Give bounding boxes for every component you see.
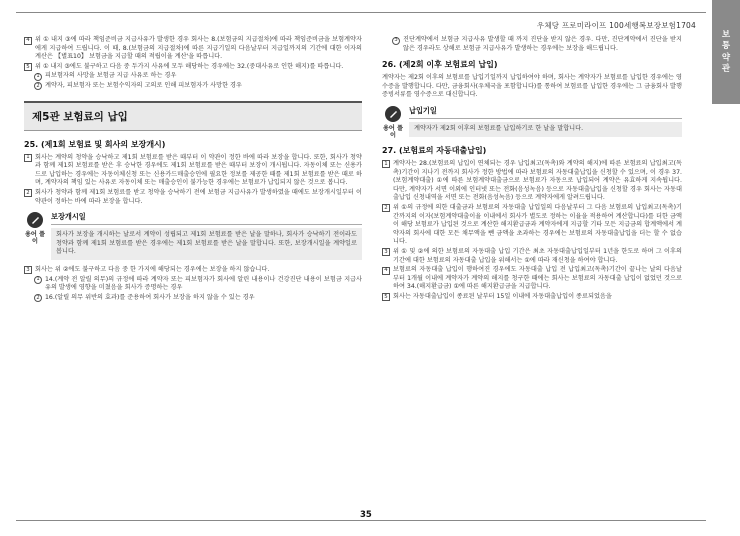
side-tab-char: 약 bbox=[721, 52, 731, 63]
paragraph-text: 계약자는 28.(보험료의 납입이 연체되는 경우 납입최고(독촉)와 계약의 해지)에 따른 보험료의 납입최고(독촉)기간이 지나기 전까지 회사가 정한 방법에 따라 보험료의 자동대출납입을 신청할 수 있으며, 이 경우 37.(보험계약대출) ①에 따른 보험계약대출금으로 보험료가 자동으로 납입되어 계약은 유효하게 지속됩니다. 다만, 계약자가 서면 이외에 인터넷 또는 전화(음성녹음) 등으로 자동대출납입을 신청할 경우 회사는 자동대출납입 신청내역을 서면 또는 전화(음성녹음) 등으로 계약자에게 알려드립니다. bbox=[393, 159, 682, 202]
paragraph-text: 진단계약에서 보험금 지급사유 발생할 때 까지 진단을 받지 않은 경우. 다만, 진단계약에서 진단을 받지 않은 경우라도 상해로 보험금 지급사유가 발생하는 경우에는 보장을 해드립니다. bbox=[403, 36, 682, 52]
glossary-note bbox=[382, 106, 682, 139]
article-25-paragraph-3-3 bbox=[382, 36, 682, 53]
paragraph-text: 보험료의 자동대출 납입이 행하여진 경우에도 자동대출 납입 전 납입최고(독촉)기간이 끝나는 날의 다음날부터 1개월 이내에 계약자가 계약의 해지를 청구한 때에는 회사는 보험료의 자동대출 납입이 없었던 것으로 하여 34.(해지환급금) ①에 따른 해지환급금을 지급합니다. bbox=[393, 266, 682, 291]
article-27-paragraph-5 bbox=[382, 293, 682, 302]
item-number: 4 bbox=[382, 267, 390, 275]
item-number: 5 bbox=[24, 63, 32, 71]
paragraph-text: 14.(계약 전 알릴 의무)의 규정에 따라 계약자 또는 피보험자가 회사에 알린 내용이나 건강진단 내용이 보험금 지급사유의 발생에 영향을 미쳤음을 회사가 증명하는 경우 bbox=[45, 275, 362, 292]
subitem-number: 3 bbox=[392, 37, 400, 45]
item-number: 4 bbox=[24, 37, 32, 45]
glossary-tag bbox=[382, 106, 404, 139]
header-title: 우체당 프로미라이프 100세행복보장보험1704 bbox=[536, 21, 696, 30]
glossary-label: 용어 풀이 bbox=[24, 231, 46, 246]
header-rule bbox=[16, 12, 706, 13]
subitem-number: 2 bbox=[34, 294, 42, 302]
left-column bbox=[24, 36, 362, 303]
item-number: 2 bbox=[24, 189, 32, 197]
glossary-tag bbox=[24, 212, 46, 260]
paragraph-4 bbox=[24, 36, 362, 62]
article-25-paragraph-3-1 bbox=[24, 276, 362, 293]
glossary-text: 계약자가 제2회 이후의 보험료를 납입하기로 한 날을 말합니다. bbox=[409, 122, 682, 137]
pen-icon bbox=[385, 106, 401, 122]
paragraph-text: 계약자, 피보험자 또는 보험수익자의 고의로 인해 피보험자가 사망한 경우 bbox=[45, 81, 243, 89]
paragraph-text: 위 ① 내지 ③에 따라 책임준비금 지급사유가 발생한 경우 회사는 8.(보험금의 지급절차)에 따라 책임준비금을 보험계약자에게 지급하여 드립니다. 이 때, 8.(보험금의 지급절차)에 따른 지급기일의 다음날부터 지급일까지의 기간에 대한 이자의 계산은 【별표10】 보험금을 지급할 때의 적립이율 계산'을 따릅니다. bbox=[35, 36, 362, 61]
glossary-title: 납입기일 bbox=[409, 106, 682, 119]
item-number: 1 bbox=[24, 154, 32, 162]
article-26-heading: 26. (제2회 이후 보험료의 납입) bbox=[382, 60, 498, 70]
article-27-paragraph-4 bbox=[382, 266, 682, 292]
paragraph-text: 16.(알릴 의무 위반의 효과)를 준용하여 회사가 보장을 하지 않을 수 있는 경우 bbox=[45, 293, 255, 301]
glossary-body bbox=[51, 212, 362, 260]
paragraph-text: 회사는 위 ②에도 불구하고 다음 중 한 가지에 해당되는 경우에는 보장을 하지 않습니다. bbox=[35, 265, 270, 273]
paragraph-text: 위 ①의 규정에 의한 대출금과 보험료의 자동대출 납입일의 다음날부터 그 다음 보험료의 납입최고(독촉)기간까지의 이자(보험계약대출이율 이내에서 회사가 별도로 정하는 이율을 적용하여 계산합니다)를 더한 금액이 해당 보험료가 납입된 것으로 계산한 해지환급금과 계약자에게 지급할 기타 모든 지급금의 합계액에서 계약자의 회사에 대한 모든 채무액을 뺀 금액을 초과하는 경우에는 보험료의 자동대출납입을 더는 할 수 없습니다. bbox=[393, 203, 682, 246]
item-number: 2 bbox=[382, 204, 390, 212]
item-number: 5 bbox=[382, 293, 390, 301]
article-25-heading: 25. (제1회 보험료 및 회사의 보장개시) bbox=[24, 139, 166, 149]
glossary-title: 보장개시일 bbox=[51, 212, 362, 225]
item-number: 3 bbox=[24, 266, 32, 274]
item-number: 1 bbox=[382, 160, 390, 168]
article-27-paragraph-1 bbox=[382, 160, 682, 203]
glossary-note bbox=[24, 212, 362, 260]
article-26-paragraph: 계약자는 제2회 이후의 보험료를 납입기일까지 납입하여야 하며, 회사는 계약자가 보험료를 납입한 경우에는 영수증을 발행합니다. 다만, 금융회사(우체국을 포함합니다)를 통하여 보험료를 납입한 경우에는 그 금융회사 발행 증빙서류를 영수증으로 대신합니다. bbox=[382, 74, 682, 99]
article-25-paragraph-3-2 bbox=[24, 294, 362, 303]
paragraph-text: 위 ① 및 ②에 의한 보험료의 자동대출 납입 기간은 최초 자동대출납입일부터 1년을 한도로 하며 그 이후의 기간에 대한 보험료의 자동대출 납입을 위해서는 ①에 따라 재신청을 하여야 합니다. bbox=[393, 247, 682, 264]
paragraph-5-2 bbox=[24, 82, 362, 91]
article-27-paragraph-2 bbox=[382, 204, 682, 247]
subitem-number: 1 bbox=[34, 73, 42, 81]
article-25-paragraph-3 bbox=[24, 266, 362, 275]
right-column bbox=[382, 36, 682, 302]
subitem-number: 1 bbox=[34, 276, 42, 284]
glossary-body bbox=[409, 106, 682, 139]
page-number: 35 bbox=[360, 510, 372, 520]
article-27-heading: 27. (보험료의 자동대출납입) bbox=[382, 145, 487, 155]
paragraph-text: 회사는 자동대출납입이 종료된 날부터 15일 이내에 자동대출납입이 종료되었음을 bbox=[393, 292, 612, 300]
side-tab[interactable] bbox=[712, 0, 740, 104]
side-tab-char: 통 bbox=[721, 41, 731, 51]
article-25-paragraph-1 bbox=[24, 154, 362, 188]
section-title: 제5관 보험료의 납입 bbox=[24, 101, 362, 131]
paragraph-text: 회사는 계약의 청약을 승낙하고 제1회 보험료를 받은 때부터 이 약관이 정한 바에 따라 보장을 합니다. 또한, 회사가 청약과 함께 제1회 보험료를 받은 후 승낙한 경우에도 제1회 보험료를 받은 때부터 보장이 개시됩니다. 자동이체 또는 신용카드로 납입하는 경우에는 자동이체신청 또는 신용카드매출승인에 필요한 정보를 제공한 때를 제1회 보험료를 받은 때로 하며, 계약자의 책임 있는 사유로 자동이체 또는 매출승인이 불가능한 경우에는 보험료가 납입되지 않은 것으로 봅니다. bbox=[35, 153, 362, 187]
article-27-paragraph-3 bbox=[382, 248, 682, 265]
paragraph-text: 위 ① 내지 ③에도 불구하고 다음 중 두가지 사유에 모두 해당하는 경우에는 32.(중대사유로 인한 해지)를 따릅니다. bbox=[35, 62, 344, 70]
paragraph-5-1 bbox=[24, 72, 362, 81]
paragraph-5 bbox=[24, 63, 362, 72]
glossary-label: 용어 풀이 bbox=[382, 124, 404, 139]
paragraph-text: 회사가 청약과 함께 제1회 보험료를 받고 청약을 승낙하기 전에 보험금 지급사유가 발생하였을 때에도 보장개시일부터 이 약관이 정하는 바에 따라 보장을 합니다. bbox=[35, 188, 362, 205]
glossary-text: 회사가 보장을 개시하는 날로서 계약이 성립되고 제1회 보험료를 받은 날을 말하나, 회사가 승낙하기 전이라도 청약과 함께 제1회 보험료를 받은 경우에는 제1회 보험료를 받은 날을 말합니다. 또한, 보장개시일을 계약일로 봅니다. bbox=[51, 228, 362, 260]
item-number: 3 bbox=[382, 248, 390, 256]
article-25-paragraph-2 bbox=[24, 189, 362, 206]
side-tab-char: 관 bbox=[721, 64, 731, 74]
footer-rule bbox=[16, 520, 706, 521]
side-tab-char: 보 bbox=[721, 29, 731, 40]
pen-icon bbox=[27, 212, 43, 228]
paragraph-text: 피보험자의 사망을 보험금 지급 사유로 하는 경우 bbox=[45, 72, 177, 80]
subitem-number: 2 bbox=[34, 82, 42, 90]
